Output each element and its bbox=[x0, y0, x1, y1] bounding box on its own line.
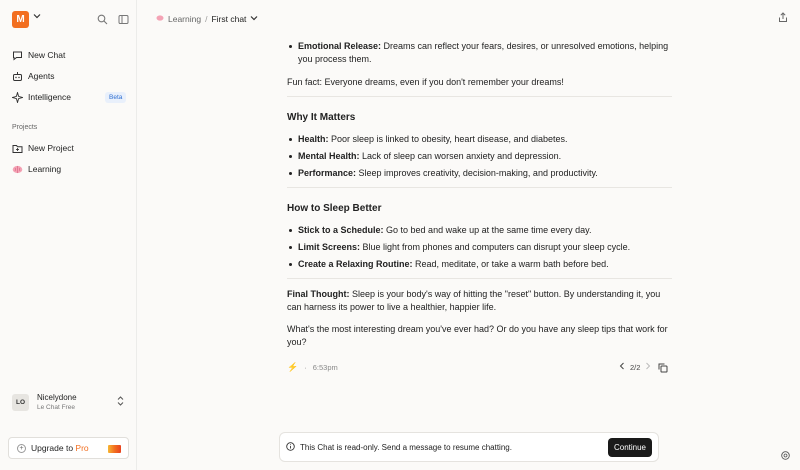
chevron-right-icon[interactable] bbox=[645, 362, 651, 372]
divider bbox=[287, 96, 672, 97]
pager-count: 2/2 bbox=[630, 362, 641, 372]
robot-icon bbox=[12, 71, 23, 82]
sidebar bbox=[0, 0, 137, 470]
list-item bbox=[298, 241, 673, 254]
sidebar-item-learning[interactable] bbox=[12, 161, 61, 177]
list-item-term: Stick to a Schedule: bbox=[298, 225, 384, 235]
message-meta bbox=[287, 362, 338, 373]
list-item-term: Limit Screens: bbox=[298, 242, 361, 252]
copy-icon[interactable] bbox=[658, 362, 668, 376]
sidebar-item-agents[interactable] bbox=[12, 68, 54, 84]
sidebar-item-new-chat[interactable] bbox=[12, 47, 65, 63]
sidebar-item-label: Learning bbox=[28, 164, 62, 174]
chevron-down-icon[interactable] bbox=[250, 14, 258, 24]
chevron-left-icon[interactable] bbox=[619, 362, 625, 372]
beta-badge: Beta bbox=[105, 92, 126, 103]
breadcrumb bbox=[156, 14, 258, 24]
logo-letter: M bbox=[16, 14, 25, 25]
sidebar-item-label: New Chat bbox=[28, 50, 66, 60]
upgrade-label bbox=[31, 443, 89, 453]
list-item-text: Sleep improves creativity, decision-making, and productivity. bbox=[356, 168, 598, 178]
list-item-text: Read, meditate, or take a warm bath before bed. bbox=[412, 259, 609, 269]
message-timestamp: 6:53pm bbox=[312, 363, 338, 372]
user-menu[interactable] bbox=[12, 393, 77, 411]
final-thought-term: Final Thought: bbox=[287, 289, 350, 299]
user-name: Nicelydone bbox=[37, 393, 77, 402]
list-item-term: Emotional Release: bbox=[298, 41, 382, 51]
sidebar-toggle-icon[interactable] bbox=[116, 12, 130, 26]
list-item-text: Blue light from phones and computers can disrupt your sleep cycle. bbox=[360, 242, 631, 252]
final-thought-text: Sleep is your body's way of hitting the "reset" button. By understanding it, you can harness its power to live a healthier, happier life. bbox=[287, 289, 661, 312]
help-icon[interactable] bbox=[781, 451, 790, 462]
heading-how-to-sleep-better: How to Sleep Better bbox=[287, 203, 382, 214]
list-item-text: Lack of sleep can worsen anxiety and depression. bbox=[359, 151, 562, 161]
projects-section-label: Projects bbox=[12, 124, 38, 131]
breadcrumb-chat-title[interactable]: First chat bbox=[211, 14, 247, 24]
divider bbox=[287, 187, 672, 188]
sparkle-icon bbox=[12, 92, 23, 103]
info-icon bbox=[286, 442, 295, 453]
fun-fact-paragraph: Fun fact: Everyone dreams, even if you don't remember your dreams! bbox=[287, 77, 564, 87]
brain-icon bbox=[12, 164, 23, 175]
share-icon[interactable] bbox=[778, 12, 788, 26]
read-only-text: This Chat is read-only. Send a message to resume chatting. bbox=[300, 442, 512, 452]
breadcrumb-project[interactable]: Learning bbox=[168, 14, 202, 24]
divider bbox=[287, 278, 672, 279]
upgrade-button[interactable] bbox=[8, 437, 129, 459]
list-item bbox=[298, 150, 673, 163]
sidebar-item-intelligence[interactable] bbox=[12, 89, 71, 105]
final-thought-paragraph bbox=[287, 288, 672, 314]
folder-plus-icon bbox=[12, 143, 23, 154]
list-item-term: Create a Relaxing Routine: bbox=[298, 259, 413, 269]
read-only-notice bbox=[279, 432, 659, 462]
list-item bbox=[298, 40, 673, 66]
upgrade-prefix: Upgrade to bbox=[31, 443, 76, 453]
list-item bbox=[298, 258, 673, 271]
breadcrumb-separator: / bbox=[205, 14, 208, 24]
meta-dot: · bbox=[304, 363, 307, 372]
sidebar-item-label: New Project bbox=[28, 143, 74, 153]
plus-circle-icon: + bbox=[17, 444, 26, 453]
list-item-text: Poor sleep is linked to obesity, heart disease, and diabetes. bbox=[328, 134, 568, 144]
list-item bbox=[298, 167, 673, 180]
avatar: LO bbox=[12, 394, 29, 411]
brand-logo[interactable] bbox=[12, 11, 29, 28]
brain-icon bbox=[156, 14, 164, 24]
continue-button[interactable]: Continue bbox=[608, 438, 652, 457]
heading-why-it-matters: Why It Matters bbox=[287, 112, 356, 123]
response-pager bbox=[619, 362, 651, 372]
sidebar-item-label: Intelligence bbox=[28, 92, 72, 102]
sidebar-item-new-project[interactable] bbox=[12, 140, 74, 156]
list-item-text: Dreams can reflect your fears, desires, or unresolved emotions, helping you process them. bbox=[298, 41, 669, 64]
search-icon[interactable] bbox=[95, 12, 109, 26]
list-item-term: Performance: bbox=[298, 168, 357, 178]
sidebar-item-label: Agents bbox=[28, 71, 55, 81]
chat-bubble-icon bbox=[12, 50, 23, 61]
chevron-down-icon[interactable] bbox=[33, 12, 41, 23]
list-item-text: Go to bed and wake up at the same time every day. bbox=[383, 225, 592, 235]
pro-gradient-icon bbox=[108, 445, 121, 453]
list-item bbox=[298, 224, 673, 237]
user-plan: Le Chat Free bbox=[37, 404, 75, 411]
list-item-term: Mental Health: bbox=[298, 151, 360, 161]
list-item bbox=[298, 133, 673, 146]
question-paragraph: What's the most interesting dream you've ever had? Or do you have any sleep tips that work for you? bbox=[287, 324, 668, 347]
list-item-term: Health: bbox=[298, 134, 329, 144]
chevron-up-down-icon[interactable] bbox=[117, 396, 124, 408]
upgrade-pro: Pro bbox=[75, 443, 89, 453]
lightning-icon: ⚡ bbox=[287, 362, 299, 372]
